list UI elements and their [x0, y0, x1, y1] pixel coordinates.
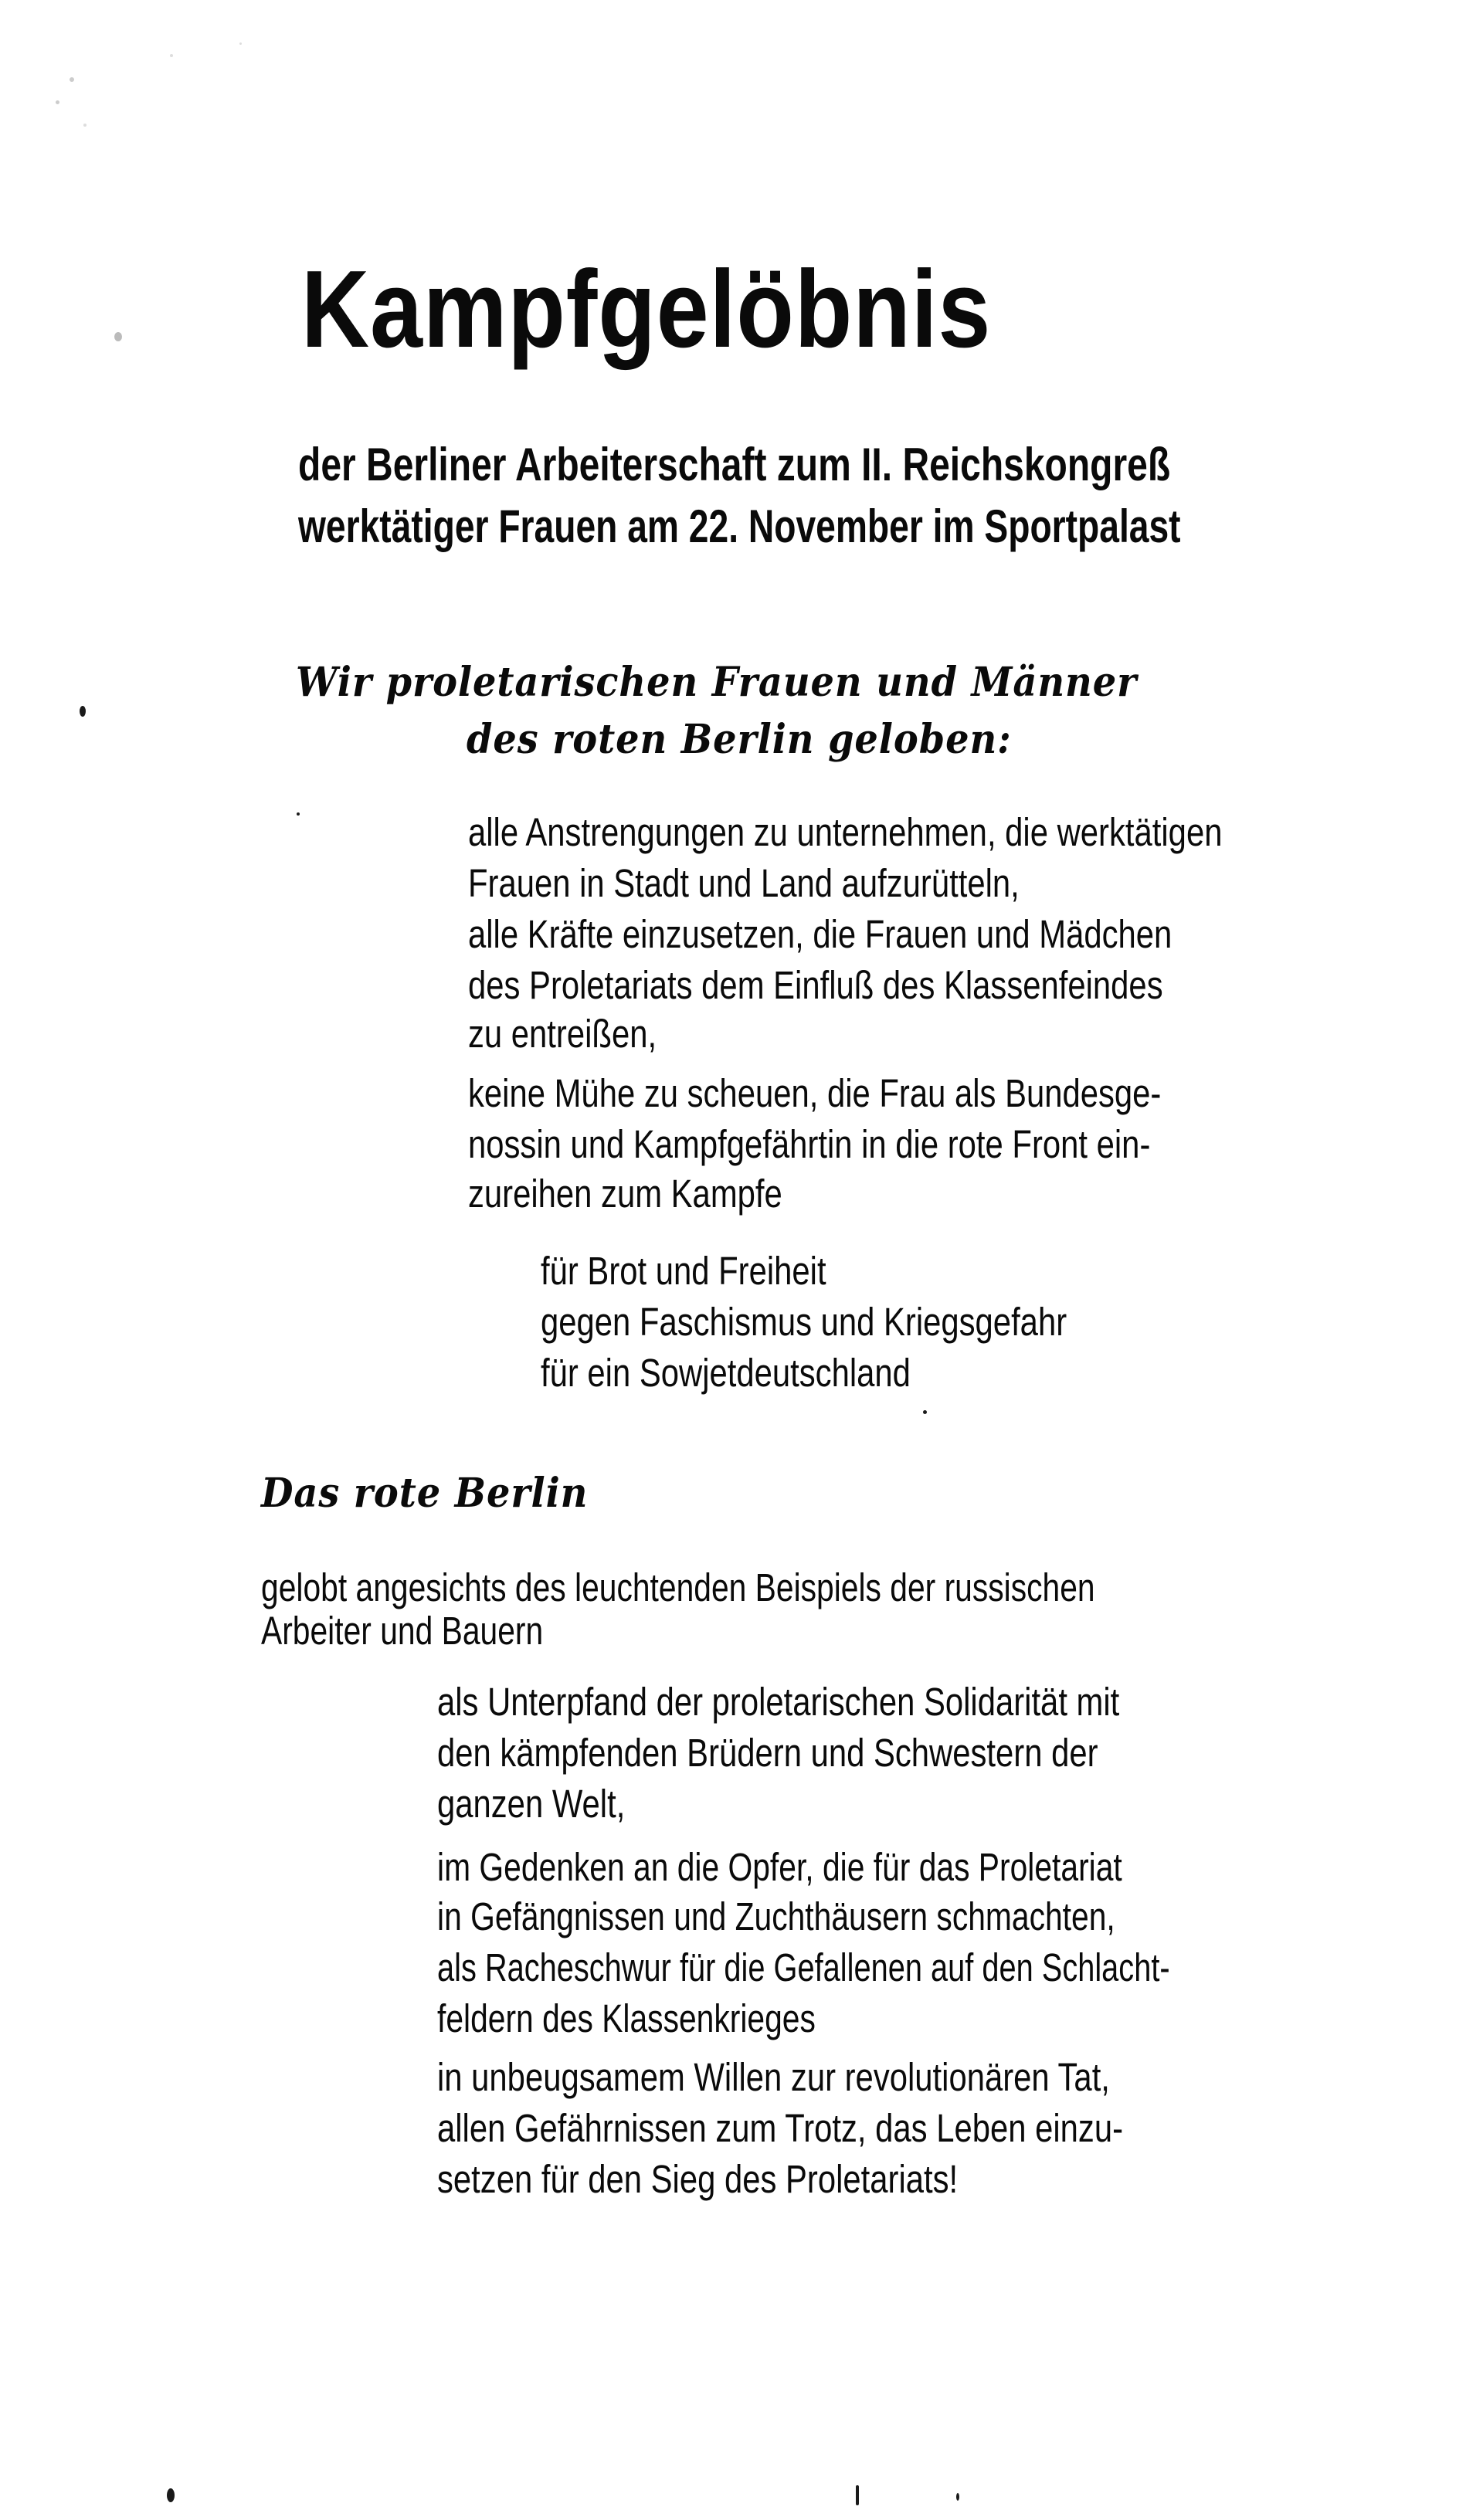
text-line: als Racheschwur für die Gefallenen auf den Schlacht-	[437, 1945, 1170, 1989]
scan-speck	[856, 2485, 859, 2505]
text-line: zureihen zum Kampfe	[468, 1172, 782, 1216]
text-line: in unbeugsamem Willen zur revolutionären Tat,	[437, 2055, 1110, 2099]
text-line: als Unterpfand der proletarischen Solidarität mit	[437, 1680, 1120, 1724]
section-heading: Wir proletarischen Frauen und Männer	[296, 659, 1138, 706]
slogan: für Brot und Freiheit	[541, 1249, 826, 1293]
scan-speck	[56, 100, 59, 104]
scan-speck	[83, 124, 87, 127]
scan-speck	[239, 42, 242, 45]
scan-speck	[167, 2488, 175, 2502]
scan-speck	[170, 54, 173, 57]
text-line: den kämpfenden Brüdern und Schwestern der	[437, 1731, 1098, 1775]
text-line: in Gefängnissen und Zuchthäusern schmachten,	[437, 1894, 1115, 1938]
scan-speck	[956, 2493, 959, 2501]
scan-speck	[297, 812, 300, 816]
text-line: alle Kräfte einzusetzen, die Frauen und Mädchen	[468, 912, 1172, 956]
text-line: des Proletariats dem Einfluß des Klassenfeindes	[468, 963, 1163, 1007]
text-line: Arbeiter und Bauern	[261, 1609, 544, 1653]
scan-speck	[114, 332, 122, 341]
text-line: keine Mühe zu scheuen, die Frau als Bundesge-	[468, 1071, 1162, 1115]
document-title: Kampfgelöbnis	[301, 248, 992, 371]
section-heading: Das rote Berlin	[261, 1470, 589, 1517]
text-line: nossin und Kampfgefährtin in die rote Front ein-	[468, 1122, 1151, 1166]
text-line: setzen für den Sieg des Proletariats!	[437, 2157, 959, 2201]
text-line: feldern des Klassenkrieges	[437, 1996, 816, 2040]
text-line: gelobt angesichts des leuchtenden Beispiels der russischen	[261, 1565, 1095, 1609]
section-heading: des roten Berlin geloben:	[467, 716, 1012, 763]
scan-speck	[923, 1410, 927, 1414]
text-line: ganzen Welt,	[437, 1782, 626, 1826]
text-line: Frauen in Stadt und Land aufzurütteln,	[468, 861, 1020, 905]
scan-speck	[80, 706, 86, 717]
slogan: gegen Faschismus und Kriegsgefahr	[541, 1300, 1067, 1344]
text-line: zu entreißen,	[468, 1012, 657, 1056]
text-line: im Gedenken an die Opfer, die für das Proletariat	[437, 1845, 1122, 1889]
scan-speck	[70, 77, 74, 82]
slogan: für ein Sowjetdeutschland	[541, 1351, 911, 1395]
text-line: alle Anstrengungen zu unternehmen, die werktätigen	[468, 810, 1223, 854]
subtitle-line: der Berliner Arbeiterschaft zum II. Reichskongreß	[298, 439, 1171, 490]
text-line: allen Gefährnissen zum Trotz, das Leben einzu-	[437, 2106, 1124, 2150]
subtitle-line: werktätiger Frauen am 22. November im Sportpalast	[298, 500, 1181, 552]
